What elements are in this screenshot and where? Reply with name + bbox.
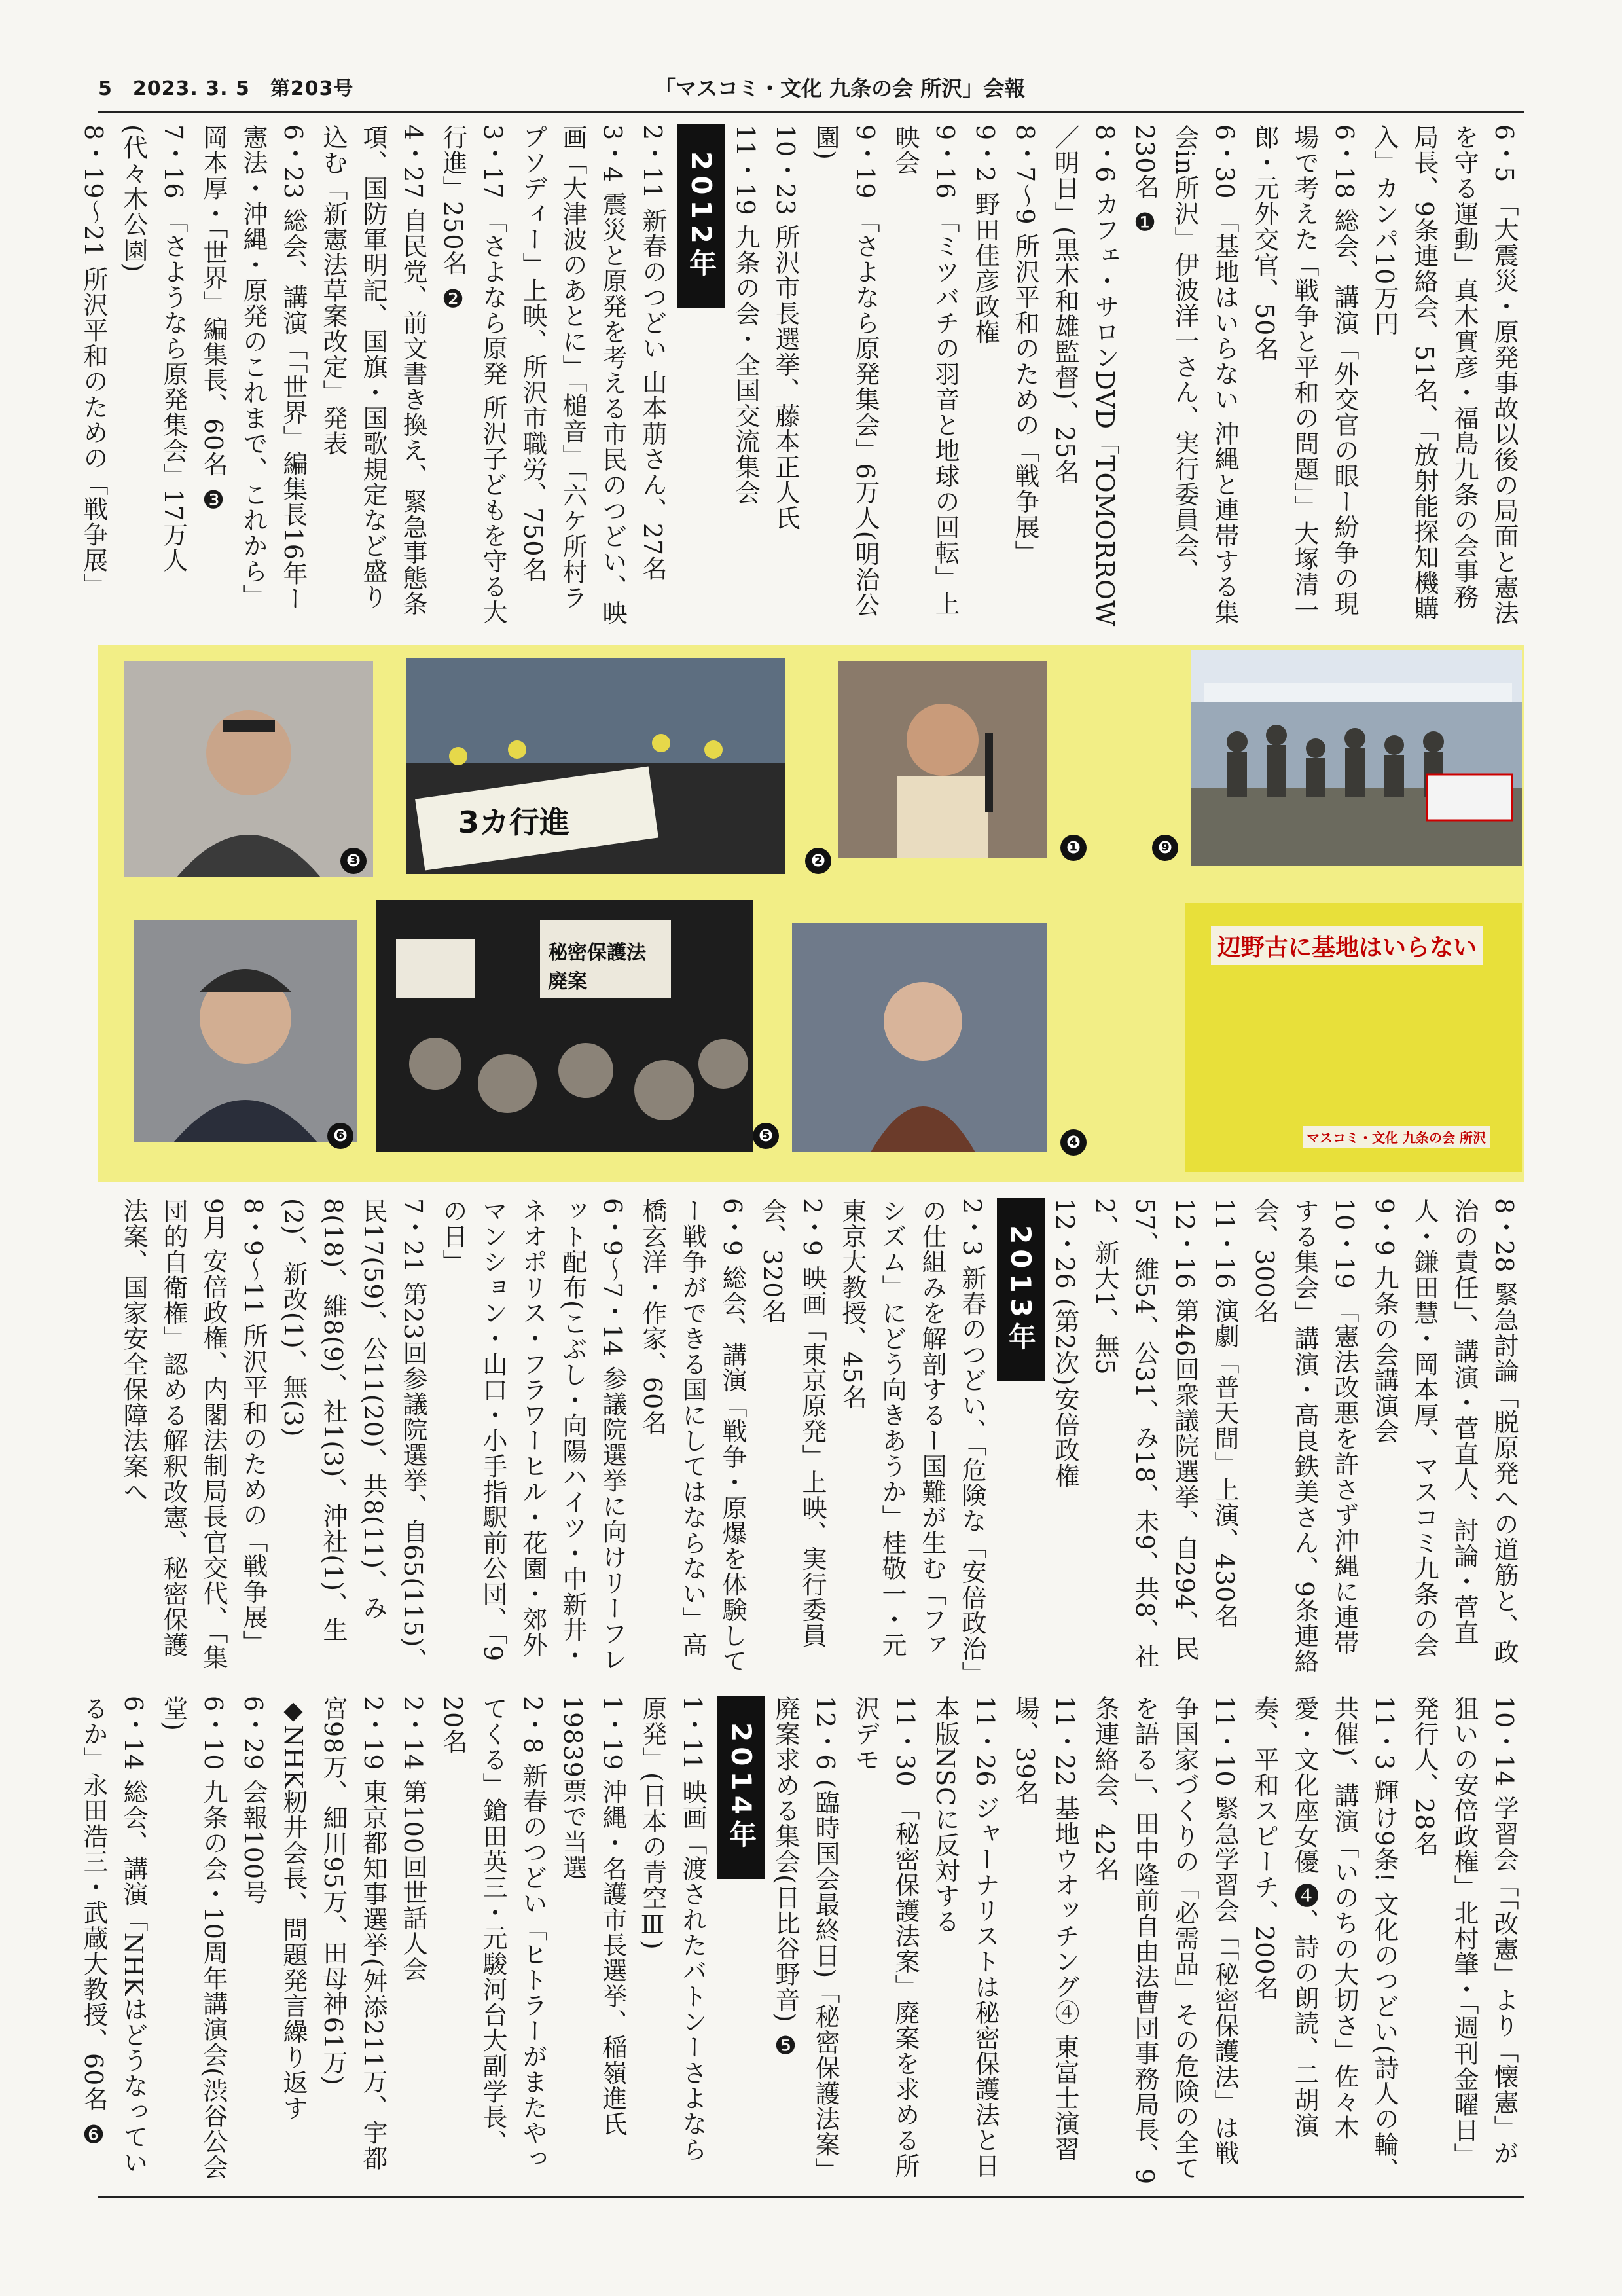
- timeline-entry: 11・10 緊急学習会「「秘密保護法」は戦争国家づくりの「必需品」その危険の全てを語る」、田中隆前自由法曹団事務局長、9条連絡会、42名: [1090, 1696, 1239, 2185]
- timeline-block-2: [98, 1198, 1524, 1679]
- timeline-entry: 6・18 総会、講演「外交官の眼ー紛争の現場で考えた「戦争と平和の問題」」大塚清一郎・元外交官、50名: [1250, 124, 1359, 623]
- photo-speaker-6: [134, 920, 357, 1142]
- photo-protest: [376, 900, 753, 1152]
- timeline-entry: 1・19 沖縄・名護市長選挙、稲嶺進氏19839票で当選: [558, 1696, 627, 2137]
- timeline-entry: 6・30 「基地はいらない 沖縄と連帯する集会in所沢」伊波洋一さん、実行委員会、230名 ❶: [1130, 124, 1239, 625]
- photo-label-4: ❹: [1060, 1129, 1087, 1156]
- page-info: 5 2023. 3. 5 第203号: [98, 77, 354, 100]
- timeline-entry: 9・16 「ミツバチの羽音と地球の回転」上映会: [891, 124, 960, 617]
- timeline-entry: 8・6 カフェ・サロンDVD「TOMORROW／明日」(黒木和雄監督)、25名: [1051, 124, 1119, 627]
- timeline-entry: 2・9 映画「東京原発」上映、実行委員会、320名: [758, 1198, 827, 1649]
- timeline-entry: 7・21 第23回参議院選挙、自65(115)、民17(59)、公11(20)、共8(11)、み8(18)、維8(9)、社1(3)、沖社(1)、生(2)、新改(1)、無(3): [279, 1198, 427, 1673]
- timeline-entry: 3・17 「さよなら原発 所沢子どもを守る大行進」250名 ❷: [439, 124, 507, 625]
- photo-march: [406, 658, 785, 874]
- timeline-entry: 9・9 九条の会講演会: [1370, 1198, 1399, 1444]
- timeline-entry: 2・19 東京都知事選挙(舛添211万、宇都宮98万、細川95万、田母神61万): [319, 1696, 387, 2171]
- timeline-entry: 11・22 基地ウオッチング④ 東富士演習場、39名: [1011, 1696, 1079, 2162]
- photo-label-3: ❸: [340, 848, 367, 874]
- timeline-entry: 11・26 ジャーナリストは秘密保護法と日本版NSCに反対する: [931, 1696, 1000, 2179]
- timeline-entry: 8・9〜11 所沢平和のための「戦争展」: [239, 1198, 268, 1656]
- photo-henoko-banner: [1185, 903, 1522, 1172]
- timeline-block-3: [79, 1696, 1524, 2187]
- timeline-entry: 11・19 九条の会・全国交流集会: [731, 124, 760, 505]
- photo-speaker-3: [124, 661, 373, 877]
- timeline-entry: 12・26 (第2次)安倍政権: [1051, 1198, 1079, 1489]
- timeline-entry: 6・14 総会、講演「NHKはどうなっているか」永田浩三・武蔵大教授、60名 ❻: [79, 1696, 148, 2176]
- photo-speaker-1: [838, 661, 1047, 858]
- timeline-entry: 11・16 演劇「普天間」上演、430名: [1210, 1198, 1239, 1629]
- header-rule: [98, 111, 1524, 113]
- timeline-entry: 6・9〜7・14 参議院選挙に向けリーフレット配布(こぶし・向陽ハイツ・中新井・ネオポリス・フラワーヒル・花園・郊外マンション・山口・小手指駅前公団、「9の日」: [439, 1198, 627, 1672]
- timeline-entry: 10・19 「憲法改悪を許さず沖縄に連帯する集会」講演・高良鉄美さん、9条連絡会、300名: [1250, 1198, 1359, 1675]
- timeline-entry: 12・16 第46回衆議院選挙、自294、民57、維54、公31、み18、未9、共8、社2、新大1、無5: [1090, 1198, 1199, 1669]
- page-header: [98, 63, 1524, 109]
- footer-rule: [98, 2196, 1524, 2198]
- year-heading: 2013年: [997, 1198, 1045, 1381]
- photo-label-6: ❻: [327, 1123, 353, 1149]
- photo-collage: [98, 645, 1524, 1182]
- timeline-entry: 8・19〜21 所沢平和のための「戦争展」: [79, 124, 108, 598]
- timeline-entry: 10・23 所沢市長選挙、藤本正人氏: [771, 124, 800, 531]
- photo-group-rally: [1191, 650, 1522, 866]
- timeline-entry: 9・2 野田佳彦政権: [971, 124, 1000, 345]
- march-sign-text: 3カ行進: [458, 805, 570, 840]
- timeline-entry: 3・4 震災と原発を考える市民のつどい、映画「大津波のあとに」「槌音」「六ケ所村ラプソディー」上映、所沢市職労、750名: [518, 124, 627, 626]
- timeline-entry: 6・29 会報100号: [239, 1696, 268, 1906]
- year-heading: 2012年: [677, 124, 725, 308]
- photo-label-5: ❺: [753, 1123, 779, 1149]
- photo-label-1: ❶: [1060, 835, 1087, 861]
- timeline-entry: 9月 安倍政権、内閣法制局長官交代、「集団的自衛権」認める解釈改憲、秘密保護法案、国家安全保障法案へ: [119, 1198, 228, 1671]
- banner-sign-text: 辺野古に基地はいらない: [1211, 926, 1483, 965]
- newsletter-title: 「マスコミ・文化 九条の会 所沢」会報: [655, 76, 1026, 101]
- photo-speaker-4: [792, 923, 1047, 1152]
- photo-label-9: ❾: [1152, 835, 1178, 861]
- timeline-entry: 6・10 九条の会・10周年講演会(渋谷公会堂): [159, 1696, 228, 2180]
- timeline-block-1: [79, 124, 1524, 629]
- timeline-entry: 12・6 (臨時国会最終日)「秘密保護法案」廃案求める集会(日比谷野音) ❺: [771, 1696, 840, 2183]
- timeline-entry: 2・11 新春のつどい 山本萠さん、27名: [638, 124, 667, 582]
- timeline-entry: 6・23 総会、講演「「世界」編集長16年ー憲法・沖縄・原発のこれまで、これから」岡本厚・「世界」編集長、60名 ❸: [199, 124, 308, 611]
- banner-org-text: マスコミ・文化 九条の会 所沢: [1303, 1126, 1490, 1148]
- protest-sign-text: 秘密保護法 廃案: [548, 941, 646, 993]
- timeline-entry: ◆NHK籾井会長、問題発言繰り返す: [279, 1696, 308, 2121]
- timeline-entry: 2・14 第100回世話人会: [399, 1696, 427, 1982]
- timeline-entry: 6・9 総会、講演「戦争・原爆を体験してー戦争ができる国にしてはならない」高橋玄洋・作家、60名: [638, 1198, 747, 1674]
- timeline-entry: 9・19 「さよなら原発集会」6万人(明治公園): [811, 124, 880, 618]
- timeline-entry: 8・28 緊急討論「脱原発への道筋と、政治の責任」、講演・菅直人、討論・菅直人・鎌田慧・岡本厚、マスコミ九条の会: [1410, 1198, 1519, 1665]
- timeline-entry: 2・3 新春のつどい、「危険な「安倍政治」の仕組みを解剖するー国難が生む「ファシズム」にどう向きあうか」桂敬一・元東京大教授、45名: [838, 1198, 986, 1675]
- photo-label-2: ❷: [805, 848, 831, 874]
- year-heading: 2014年: [717, 1696, 765, 1879]
- timeline-entry: 4・27 自民党、前文書き換え、緊急事態条項、国防軍明記、国旗・国歌規定など盛り込む「新憲法草案改定」発表: [319, 124, 427, 617]
- timeline-entry: 11・3 輝け9条! 文化のつどい(詩人の輪、共催)、講演「いのちの大切さ」佐々木愛・文化座女優 ❹、詩の朗読、二胡演奏、平和スピーチ、200名: [1250, 1696, 1399, 2183]
- timeline-entry: 6・5 「大震災・原発事故以後の局面と憲法を守る運動」真木實彦・福島九条の会事務局長、9条連絡会、51名、「放射能探知機購入」カンパ10万円: [1370, 124, 1519, 626]
- timeline-entry: 11・30 「秘密保護法案」廃案を求める所沢デモ: [851, 1696, 920, 2179]
- timeline-entry: 7・16 「さようなら原発集会」17万人(代々木公園): [119, 124, 188, 573]
- timeline-entry: 2・8 新春のつどい「ヒトラーがまたやってくる」鎗田英三・元駿河台大副学長、20名: [439, 1696, 547, 2172]
- timeline-entry: 1・11 映画「渡されたバトンーさよなら原発」(日本の青空Ⅲ): [638, 1696, 707, 2162]
- timeline-entry: 10・14 学習会「「改憲」より「懐憲」が狙いの安倍政権」北村肇・「週刊金曜日」発行人、28名: [1410, 1696, 1519, 2168]
- timeline-entry: 8・7〜9 所沢平和のための「戦争展」: [1011, 124, 1039, 566]
